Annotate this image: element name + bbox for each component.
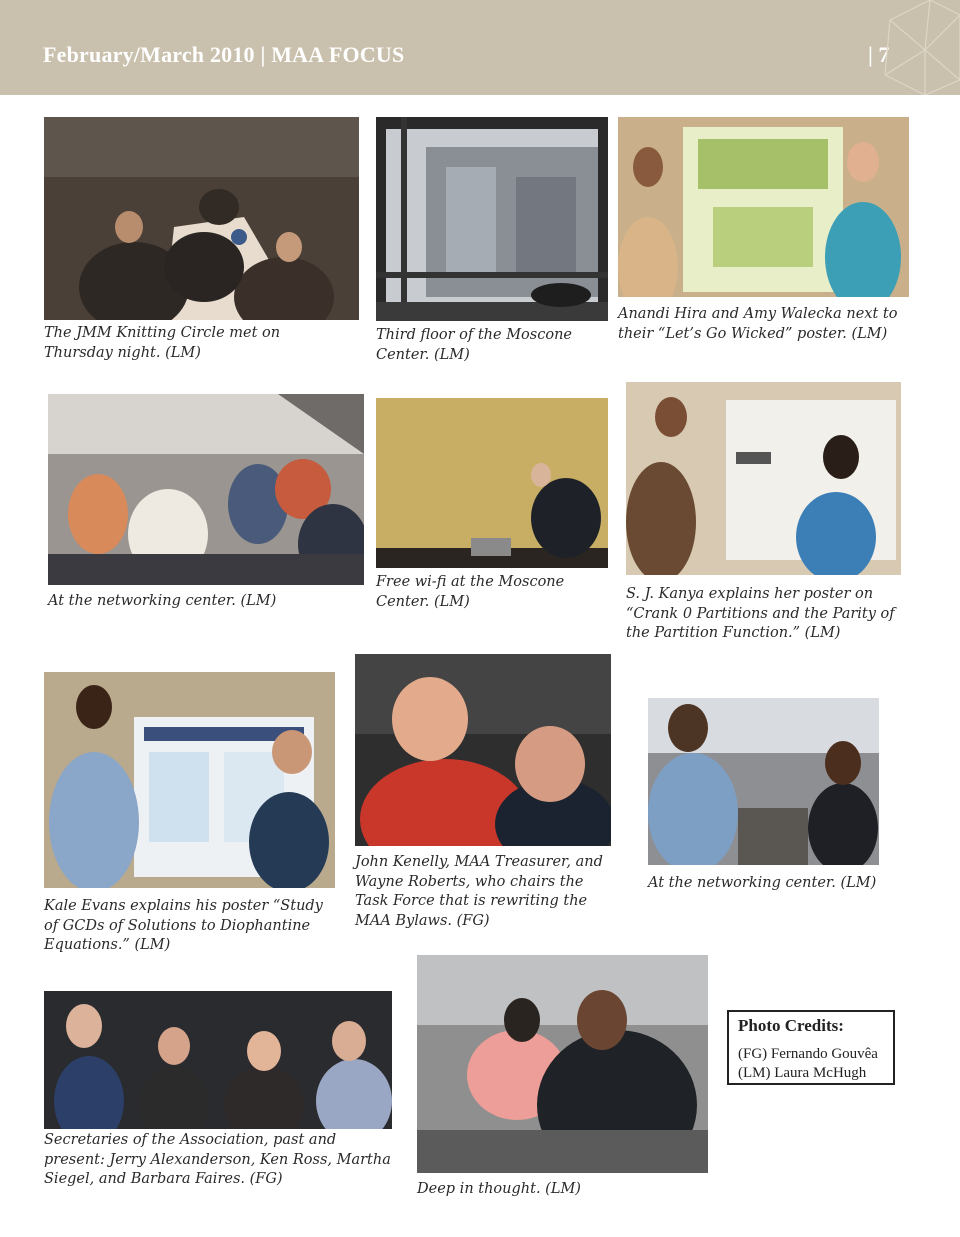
photo-wicked-poster	[618, 117, 909, 297]
photo-networking-2	[648, 698, 879, 865]
caption-wicked-poster: Anandi Hira and Amy Walecka next to their “Let’s Go Wicked” poster. (LM)	[618, 306, 898, 342]
caption-knitting-circle: The JMM Knitting Circle met on Thursday night. (LM)	[44, 325, 281, 361]
photo-kanya-poster	[626, 382, 901, 575]
caption-evans-poster: Kale Evans explains his poster “Study of GCDs of Solutions to Diophantine Equations.” (LM)	[44, 898, 323, 953]
photo-credits-title: Photo Credits:	[738, 1016, 844, 1035]
photo-evans-poster	[44, 672, 335, 888]
credit-fg: (FG) Fernando Gouvêa	[738, 1046, 878, 1062]
photo-wifi	[376, 398, 608, 568]
page-number: | 7	[868, 42, 890, 67]
caption-networking-2: At the networking center. (LM)	[648, 875, 877, 891]
caption-third-floor: Third floor of the Moscone Center. (LM)	[376, 327, 572, 363]
credit-lm: (LM) Laura McHugh	[738, 1065, 867, 1081]
photo-deep-thought	[417, 955, 708, 1173]
polyhedron-graphic	[870, 0, 960, 95]
photo-kenelly-roberts	[355, 654, 611, 846]
caption-networking-1: At the networking center. (LM)	[48, 593, 277, 609]
header-title: February/March 2010 | MAA FOCUS	[43, 42, 405, 67]
caption-wifi: Free wi-fi at the Moscone Center. (LM)	[376, 574, 565, 610]
photo-knitting-circle	[44, 117, 359, 320]
caption-deep-thought: Deep in thought. (LM)	[417, 1181, 581, 1197]
photo-networking-1	[48, 394, 364, 585]
photo-secretaries	[44, 991, 392, 1129]
caption-kenelly-roberts: John Kenelly, MAA Treasurer, and Wayne Roberts, who chairs the Task Force that is rewriting the MAA Bylaws. (FG)	[355, 854, 603, 929]
photo-third-floor	[376, 117, 608, 321]
caption-kanya-poster: S. J. Kanya explains her poster on “Crank 0 Partitions and the Parity of the Partition Function.” (LM)	[626, 586, 895, 641]
page-header	[0, 0, 960, 95]
caption-secretaries: Secretaries of the Association, past and present: Jerry Alexanderson, Ken Ross, Martha Siegel, and Barbara Faires. (FG)	[44, 1132, 391, 1187]
photo-credits-box	[727, 1010, 895, 1085]
